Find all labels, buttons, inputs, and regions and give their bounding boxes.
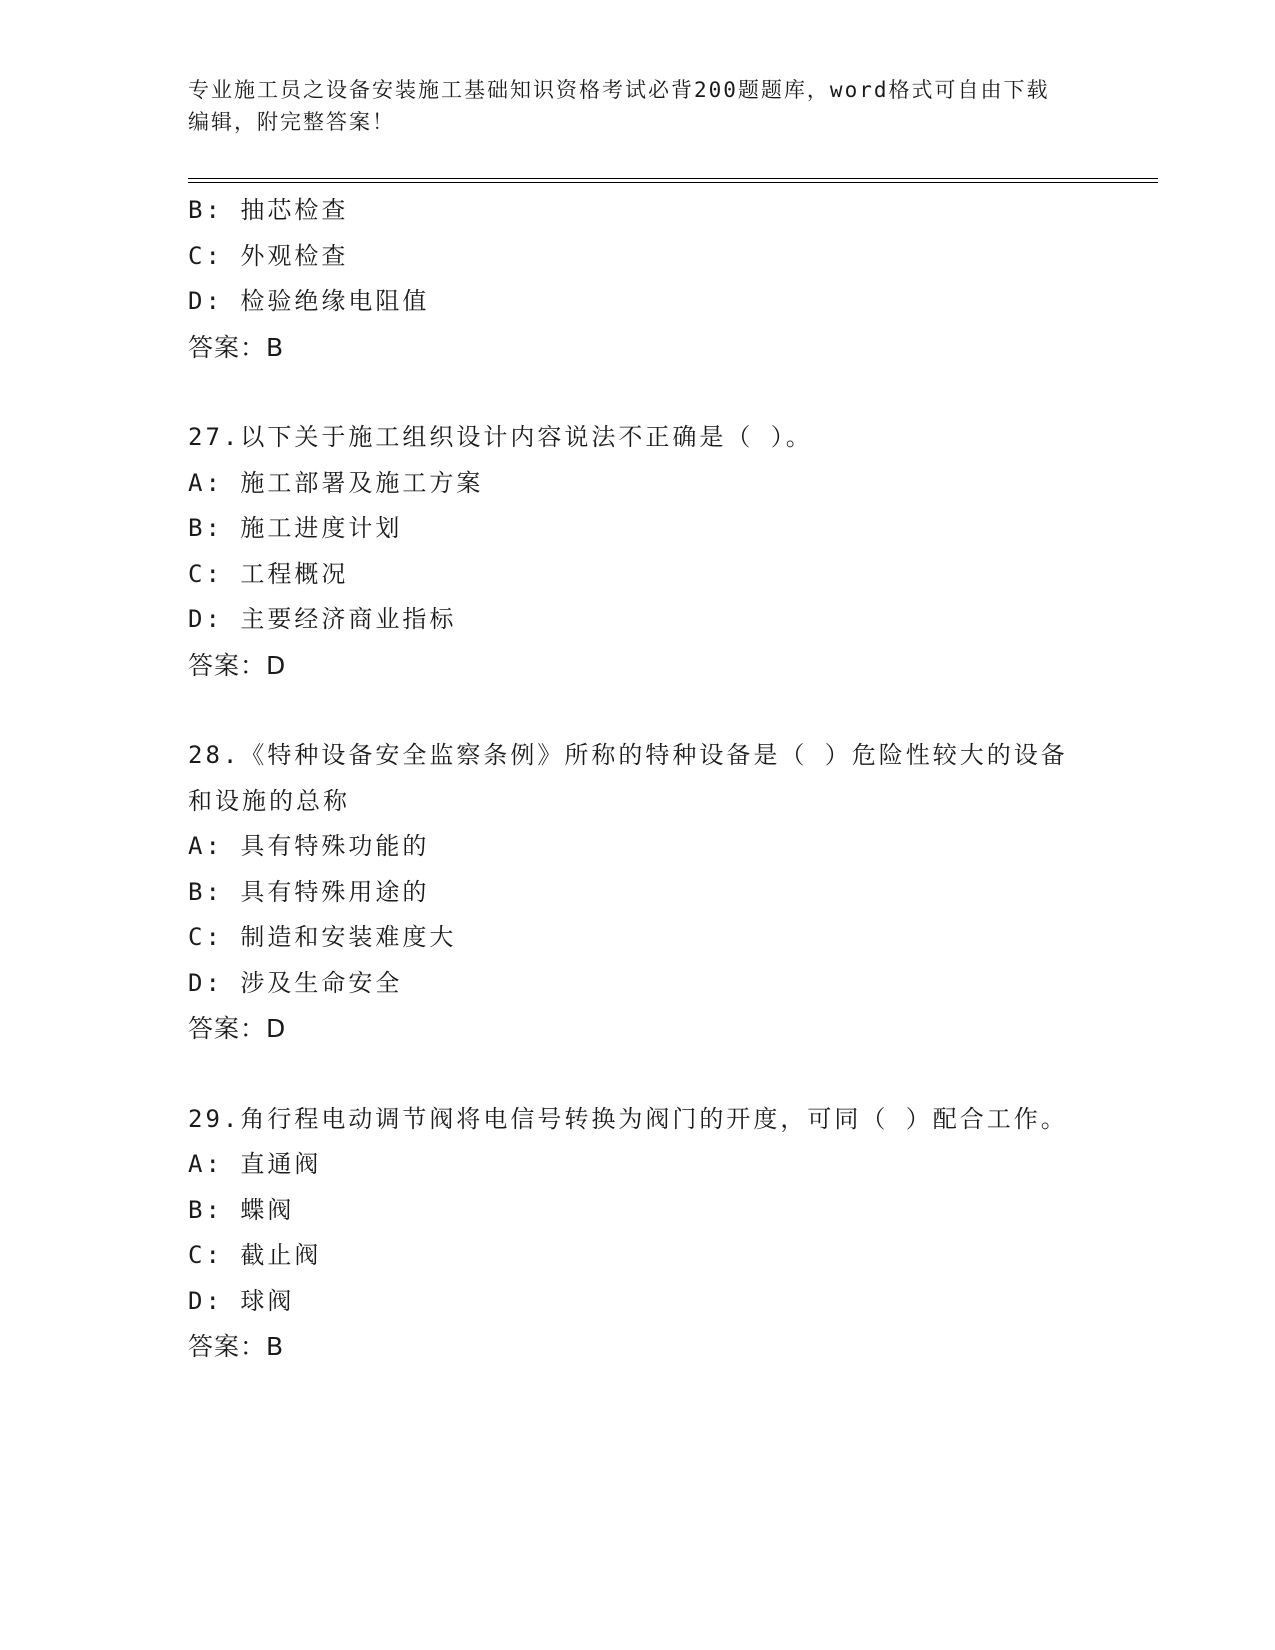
option-a: A: 直通阀: [188, 1150, 322, 1178]
option-a: A: 施工部署及施工方案: [188, 468, 484, 497]
spacer: [188, 1052, 1088, 1097]
answer: 答案：B: [188, 1332, 285, 1361]
previous-question-tail: [188, 188, 1088, 370]
question-29: [188, 1097, 1088, 1370]
answer: 答案：D: [188, 650, 287, 680]
question-text: 28.《特种设备安全监察条例》所称的特种设备是（ ）危险性较大的设备和设施的总称: [188, 741, 1068, 815]
question-text: 27.以下关于施工组织设计内容说法不正确是（ ）。: [188, 423, 813, 451]
option-c: C: 制造和安装难度大: [188, 923, 457, 951]
option-c: C: 截止阀: [188, 1241, 322, 1269]
answer: 答案：D: [188, 1014, 287, 1043]
document-header: 专业施工员之设备安装施工基础知识资格考试必背200题题库，word格式可自由下载编辑，附完整答案！: [188, 78, 1050, 134]
document-body: [188, 188, 1088, 1370]
option-b: B: 蝶阀: [188, 1195, 295, 1224]
option-b: B: 抽芯检查: [188, 196, 349, 224]
question-27: [188, 415, 1088, 688]
question-28: [188, 733, 1088, 1052]
header-divider: [188, 178, 1158, 183]
option-d: D: 检验绝缘电阻值: [188, 287, 430, 315]
option-b: B: 具有特殊用途的: [188, 877, 430, 906]
answer: 答案：B: [188, 332, 285, 362]
option-d: D: 主要经济商业指标: [188, 605, 457, 633]
spacer: [188, 688, 1088, 733]
option-d: D: 球阀: [188, 1286, 295, 1315]
option-c: C: 外观检查: [188, 241, 349, 270]
option-a: A: 具有特殊功能的: [188, 832, 430, 860]
spacer: [188, 370, 1088, 415]
option-b: B: 施工进度计划: [188, 514, 403, 542]
question-text: 29.角行程电动调节阀将电信号转换为阀门的开度，可同（ ）配合工作。: [188, 1104, 1068, 1133]
option-d: D: 涉及生命安全: [188, 968, 403, 997]
option-c: C: 工程概况: [188, 559, 349, 588]
